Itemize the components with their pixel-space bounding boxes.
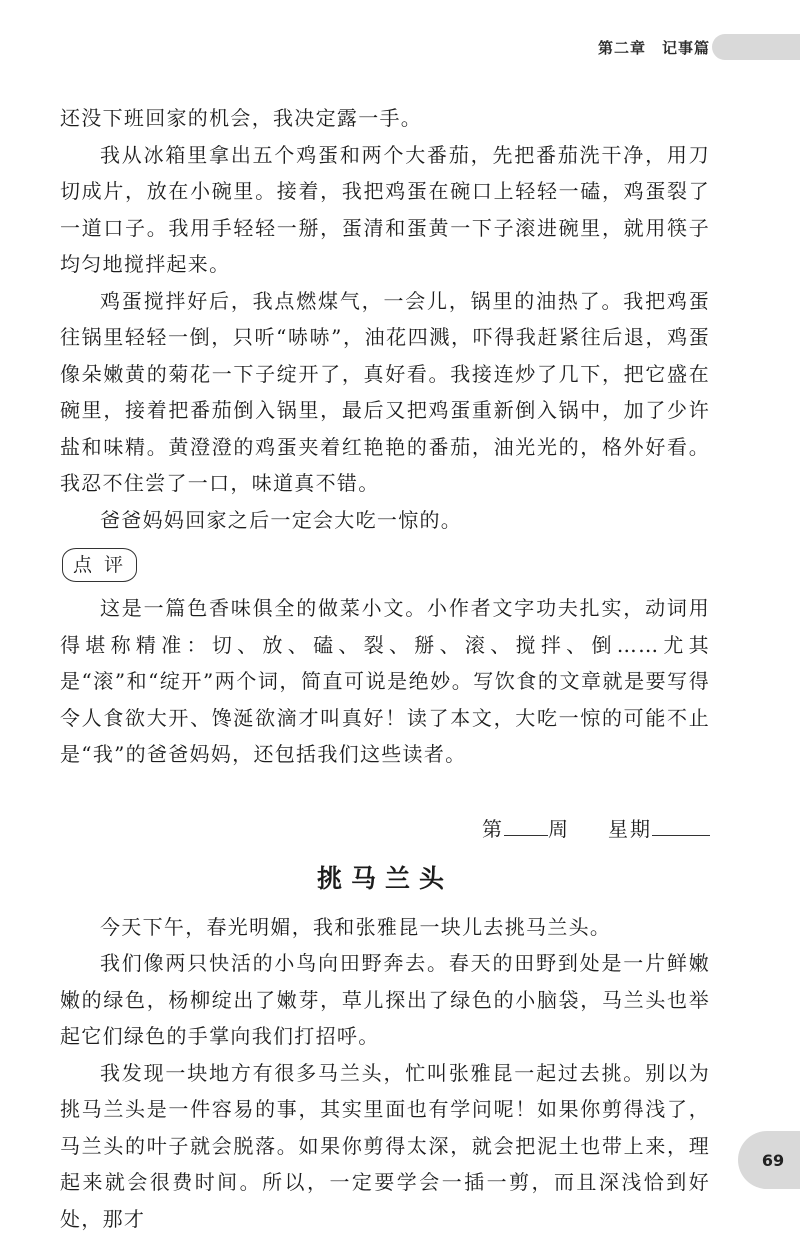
- paragraph: 爸爸妈妈回家之后一定会大吃一惊的。: [60, 502, 710, 539]
- weekday-label: 星期: [608, 817, 652, 841]
- essay-title: 挑马兰头: [60, 859, 710, 899]
- header-tab-decoration: [712, 34, 800, 60]
- paragraph: 今天下午，春光明媚，我和张雅昆一块儿去挑马兰头。: [60, 909, 710, 946]
- paragraph: 鸡蛋搅拌好后，我点燃煤气，一会儿，锅里的油热了。我把鸡蛋往锅里轻轻一倒，只听“哧哧”，油花四溅，吓得我赶紧往后退，鸡蛋像朵嫩黄的菊花一下子绽开了，真好看。我接连炒了几下，把它盛在碗里，接着把番茄倒入锅里，最后又把鸡蛋重新倒入锅中，加了少许盐和味精。黄澄澄的鸡蛋夹着红艳艳的番茄，油光光的，格外好看。我忍不住尝了一口，味道真不错。: [60, 283, 710, 502]
- chapter-title: 第二章 记事篇: [598, 37, 710, 58]
- weekday-blank: [652, 813, 710, 836]
- review-text: 这是一篇色香味俱全的做菜小文。小作者文字功夫扎实，动词用得堪称精准：切、放、磕、裂、掰、滚、搅拌、倒……尤其是“滚”和“绽开”两个词，简直可说是绝妙。写饮食的文章就是要写得令人食欲大开、馋涎欲滴才叫真好！读了本文，大吃一惊的可能不止是“我”的爸爸妈妈，还包括我们这些读者。: [60, 590, 710, 773]
- week-prefix: 第: [482, 817, 504, 841]
- paragraph-continued: 还没下班回家的机会，我决定露一手。: [60, 100, 710, 137]
- paragraph: 我发现一块地方有很多马兰头，忙叫张雅昆一起过去挑。别以为挑马兰头是一件容易的事，其实里面也有学问呢！如果你剪得浅了，马兰头的叶子就会脱落。如果你剪得太深，就会把泥土也带上来，理起来就会很费时间。所以，一定要学会一插一剪，而且深浅恰到好处，那才: [60, 1055, 710, 1237]
- review-label: 点 评: [62, 548, 137, 582]
- week-number-blank: [504, 813, 548, 836]
- page-number: 69: [762, 1151, 784, 1170]
- running-header: [490, 34, 800, 60]
- page-number-tab: [738, 1131, 800, 1189]
- paragraph: 我从冰箱里拿出五个鸡蛋和两个大番茄，先把番茄洗干净，用刀切成片，放在小碗里。接着，我把鸡蛋在碗口上轻轻一磕，鸡蛋裂了一道口子。我用手轻轻一掰，蛋清和蛋黄一下子滚进碗里，就用筷子均匀地搅拌起来。: [60, 137, 710, 283]
- page-content: [60, 100, 710, 1237]
- week-line: [60, 813, 710, 845]
- week-label: 周: [548, 817, 570, 841]
- paragraph: 我们像两只快活的小鸟向田野奔去。春天的田野到处是一片鲜嫩嫩的绿色，杨柳绽出了嫩芽，草儿探出了绿色的小脑袋，马兰头也举起它们绿色的手掌向我们打招呼。: [60, 945, 710, 1055]
